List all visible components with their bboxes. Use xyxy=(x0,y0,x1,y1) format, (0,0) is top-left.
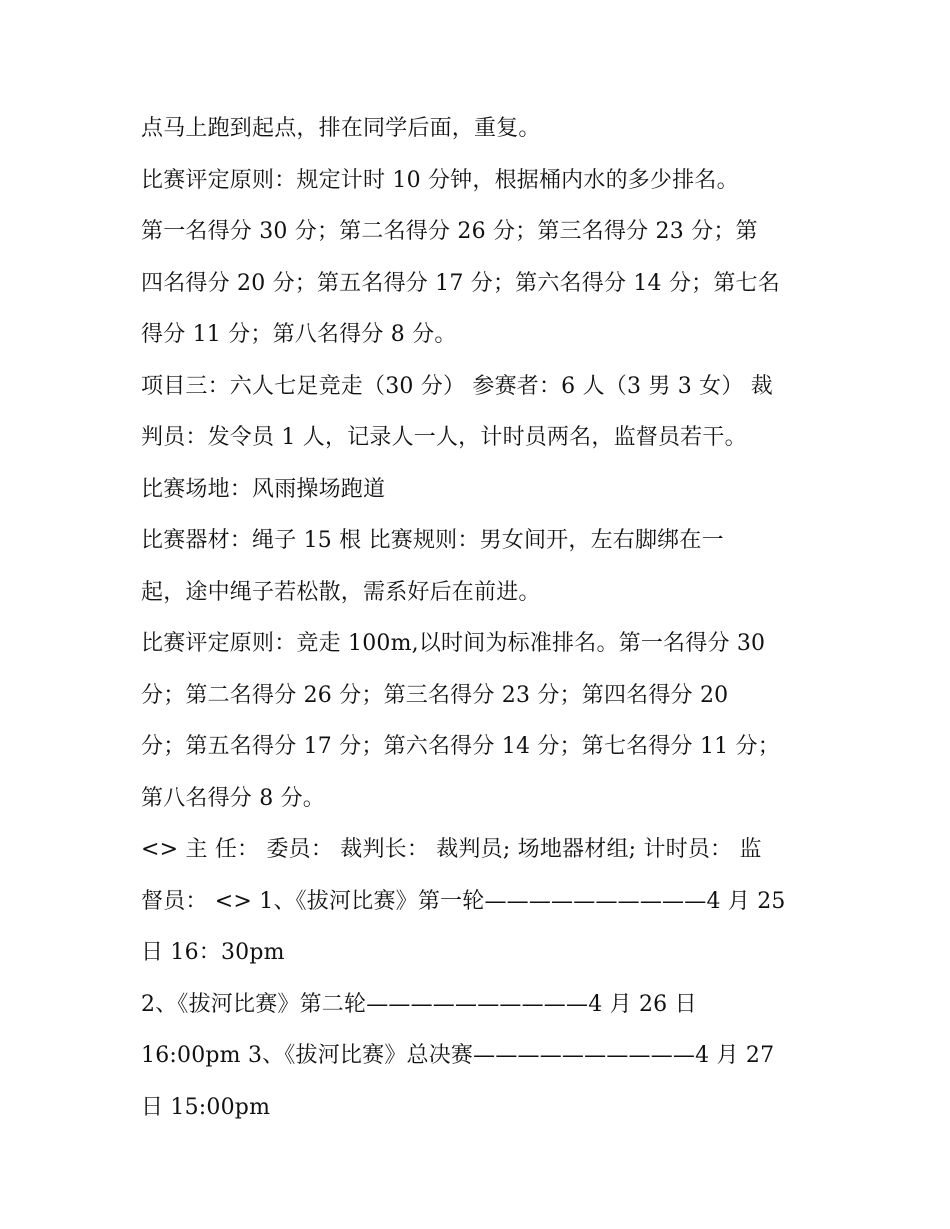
document-body xyxy=(141,103,821,1133)
text-line: 比赛场地：风雨操场跑道 xyxy=(141,476,386,502)
text-line: 比赛评定原则：规定计时 10 分钟，根据桶内水的多少排名。 xyxy=(141,167,739,193)
text-line: 日 16：30pm xyxy=(141,940,285,965)
text-line: 判员：发令员 1 人，记录人一人，计时员两名，监督员若干。 xyxy=(141,425,747,450)
text-line: 分；第二名得分 26 分；第三名得分 23 分；第四名得分 20 xyxy=(141,682,729,708)
text-line: 督员： <> 1、《拔河比赛》第一轮——————————4 月 25 xyxy=(141,888,786,914)
text-line: 项目三：六人七足竞走（30 分） 参赛者：6 人（3 男 3 女） 裁 xyxy=(141,373,773,399)
text-line: 第八名得分 8 分。 xyxy=(141,785,325,811)
text-line: 2、《拔河比赛》第二轮——————————4 月 26 日 xyxy=(141,991,697,1017)
text-line: 四名得分 20 分；第五名得分 17 分；第六名得分 14 分；第七名 xyxy=(141,270,780,296)
text-line: 16:00pm 3、《拔河比赛》总决赛——————————4 月 27 xyxy=(141,1043,775,1068)
text-line: 得分 11 分；第八名得分 8 分。 xyxy=(141,322,457,347)
text-line: 比赛评定原则：竞走 100m,以时间为标准排名。第一名得分 30 xyxy=(141,631,766,656)
text-line: 日 15:00pm xyxy=(141,1094,271,1120)
text-line: 第一名得分 30 分；第二名得分 26 分；第三名得分 23 分；第 xyxy=(141,219,758,244)
text-line: 分；第五名得分 17 分；第六名得分 14 分；第七名得分 11 分； xyxy=(141,734,780,759)
text-line: 点马上跑到起点，排在同学后面，重复。 xyxy=(141,116,541,141)
text-line: 起，途中绳子若松散，需系好后在前进。 xyxy=(141,579,541,605)
text-line: <> 主 任： 委员： 裁判长： 裁判员; 场地器材组; 计时员： 监 xyxy=(141,837,762,862)
text-line: 比赛器材：绳子 15 根 比赛规则：男女间开，左右脚绑在一 xyxy=(141,528,724,553)
